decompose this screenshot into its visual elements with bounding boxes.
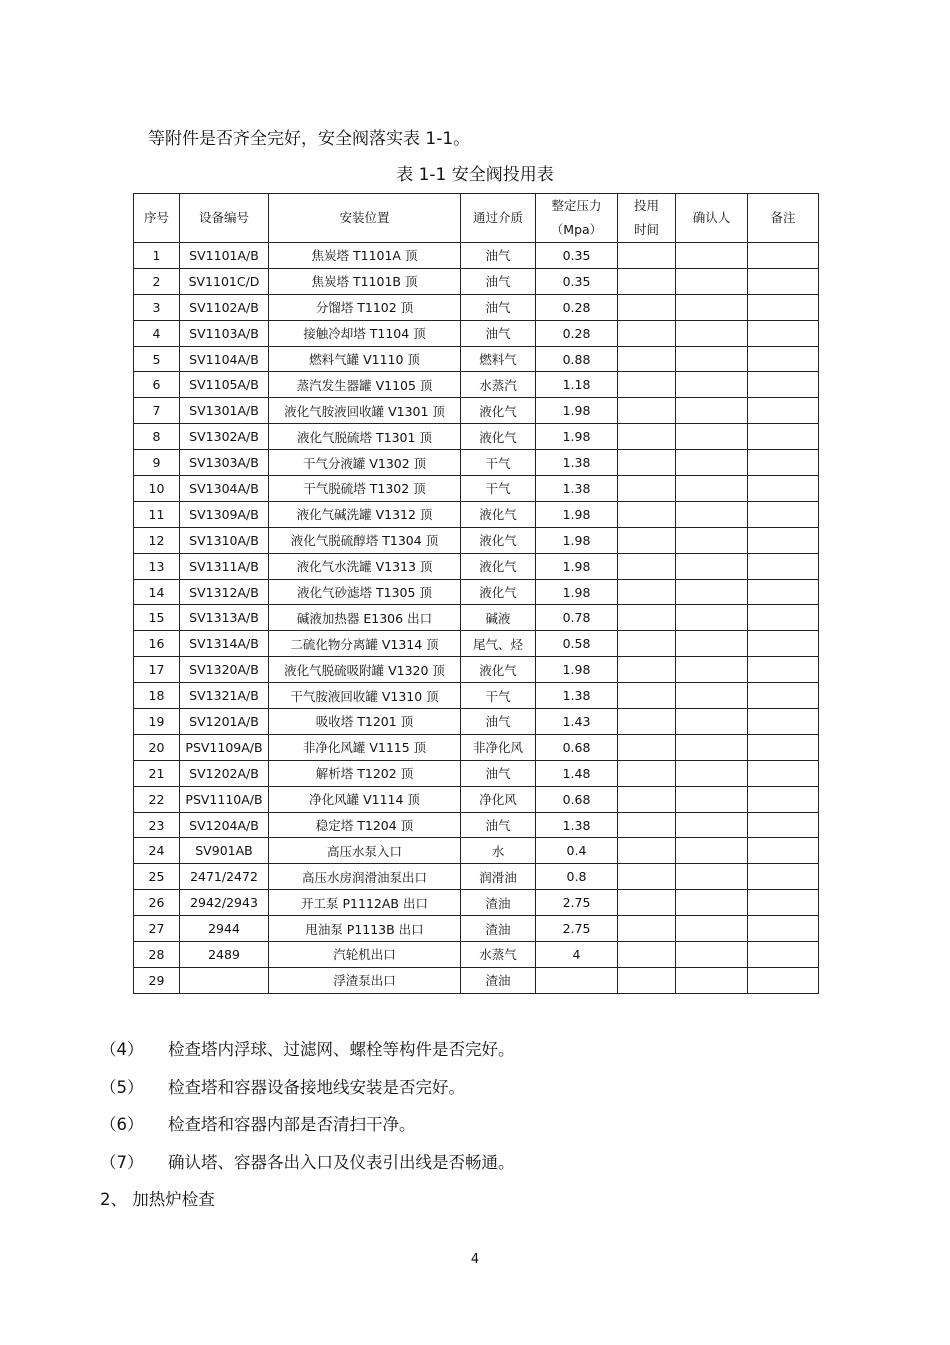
cell-index: 17: [134, 657, 180, 683]
cell-confirmer: [676, 734, 748, 760]
cell-remarks: [748, 734, 819, 760]
cell-commission-time: [618, 553, 676, 579]
cell-medium: 油气: [461, 709, 536, 735]
cell-location: 分馏塔 T1102 顶: [269, 294, 461, 320]
cell-commission-time: [618, 786, 676, 812]
cell-remarks: [748, 942, 819, 968]
cell-set-pressure: 0.78: [536, 605, 618, 631]
cell-index: 12: [134, 527, 180, 553]
cell-location: 稳定塔 T1204 顶: [269, 812, 461, 838]
table-row: [134, 294, 819, 320]
cell-commission-time: [618, 812, 676, 838]
cell-confirmer: [676, 527, 748, 553]
table-row: [134, 967, 819, 993]
table-row: [134, 372, 819, 398]
cell-equipment-no: SV1104A/B: [180, 346, 269, 372]
cell-equipment-no: PSV1109A/B: [180, 734, 269, 760]
table-header-row: [134, 194, 819, 243]
table-row: [134, 553, 819, 579]
cell-confirmer: [676, 424, 748, 450]
table-row: [134, 786, 819, 812]
cell-index: 6: [134, 372, 180, 398]
cell-location: 甩油泵 P1113B 出口: [269, 916, 461, 942]
table-row: [134, 916, 819, 942]
cell-medium: 油气: [461, 812, 536, 838]
table-row: [134, 243, 819, 269]
cell-set-pressure: 1.98: [536, 424, 618, 450]
table-row: [134, 527, 819, 553]
header-set-pressure-unit: （Mpa）: [550, 222, 603, 237]
cell-set-pressure: 1.48: [536, 760, 618, 786]
cell-remarks: [748, 631, 819, 657]
cell-confirmer: [676, 346, 748, 372]
cell-commission-time: [618, 294, 676, 320]
cell-location: 干气脱硫塔 T1302 顶: [269, 476, 461, 502]
cell-commission-time: [618, 579, 676, 605]
cell-location: 浮渣泵出口: [269, 967, 461, 993]
cell-commission-time: [618, 450, 676, 476]
cell-location: 焦炭塔 T1101A 顶: [269, 243, 461, 269]
cell-index: 9: [134, 450, 180, 476]
cell-set-pressure: 1.38: [536, 683, 618, 709]
cell-medium: 渣油: [461, 890, 536, 916]
cell-equipment-no: [180, 967, 269, 993]
cell-equipment-no: SV1311A/B: [180, 553, 269, 579]
cell-location: 净化风罐 V1114 顶: [269, 786, 461, 812]
cell-set-pressure: 1.43: [536, 709, 618, 735]
cell-equipment-no: SV1313A/B: [180, 605, 269, 631]
cell-confirmer: [676, 657, 748, 683]
cell-commission-time: [618, 268, 676, 294]
page-number: 4: [470, 1252, 480, 1267]
cell-set-pressure: 2.75: [536, 916, 618, 942]
cell-location: 开工泵 P1112AB 出口: [269, 890, 461, 916]
table-row: [134, 890, 819, 916]
cell-index: 10: [134, 476, 180, 502]
cell-remarks: [748, 294, 819, 320]
cell-confirmer: [676, 268, 748, 294]
cell-set-pressure: 2.75: [536, 890, 618, 916]
cell-confirmer: [676, 450, 748, 476]
cell-remarks: [748, 916, 819, 942]
cell-medium: 尾气、烃: [461, 631, 536, 657]
cell-confirmer: [676, 320, 748, 346]
cell-equipment-no: SV1105A/B: [180, 372, 269, 398]
cell-remarks: [748, 760, 819, 786]
safety-valve-table: [133, 193, 819, 994]
cell-set-pressure: 1.98: [536, 553, 618, 579]
cell-medium: 油气: [461, 320, 536, 346]
cell-commission-time: [618, 320, 676, 346]
cell-commission-time: [618, 398, 676, 424]
cell-medium: 水蒸汽: [461, 372, 536, 398]
cell-set-pressure: [536, 967, 618, 993]
cell-location: 蒸汽发生器罐 V1105 顶: [269, 372, 461, 398]
cell-confirmer: [676, 476, 748, 502]
table-row: [134, 631, 819, 657]
cell-index: 20: [134, 734, 180, 760]
cell-confirmer: [676, 631, 748, 657]
cell-set-pressure: 1.38: [536, 812, 618, 838]
cell-medium: 油气: [461, 243, 536, 269]
cell-commission-time: [618, 631, 676, 657]
cell-commission-time: [618, 346, 676, 372]
cell-remarks: [748, 786, 819, 812]
cell-index: 26: [134, 890, 180, 916]
cell-index: 11: [134, 501, 180, 527]
note-item: [100, 1038, 515, 1076]
cell-equipment-no: SV1312A/B: [180, 579, 269, 605]
table-row: [134, 501, 819, 527]
cell-index: 14: [134, 579, 180, 605]
cell-equipment-no: SV1314A/B: [180, 631, 269, 657]
note-item: [100, 1151, 515, 1189]
table-body: [134, 243, 819, 994]
cell-equipment-no: SV1301A/B: [180, 398, 269, 424]
table-row: [134, 838, 819, 864]
header-commission-label: 投用: [633, 198, 659, 213]
cell-location: 液化气碱洗罐 V1312 顶: [269, 501, 461, 527]
cell-set-pressure: 0.28: [536, 320, 618, 346]
header-commission-time: [618, 194, 676, 243]
cell-remarks: [748, 372, 819, 398]
cell-set-pressure: 1.98: [536, 579, 618, 605]
cell-equipment-no: PSV1110A/B: [180, 786, 269, 812]
cell-set-pressure: 1.98: [536, 398, 618, 424]
note-text: 检查塔内浮球、过滤网、螺栓等构件是否完好。: [168, 1040, 515, 1059]
cell-confirmer: [676, 683, 748, 709]
cell-index: 2: [134, 268, 180, 294]
cell-index: 24: [134, 838, 180, 864]
cell-set-pressure: 0.4: [536, 838, 618, 864]
cell-commission-time: [618, 709, 676, 735]
cell-commission-time: [618, 657, 676, 683]
cell-set-pressure: 1.98: [536, 657, 618, 683]
note-number: （5）: [100, 1077, 144, 1097]
cell-medium: 干气: [461, 450, 536, 476]
cell-medium: 水蒸气: [461, 942, 536, 968]
table-row: [134, 760, 819, 786]
note-text: 检查塔和容器内部是否清扫干净。: [168, 1115, 416, 1134]
cell-location: 高压水房润滑油泵出口: [269, 864, 461, 890]
cell-index: 16: [134, 631, 180, 657]
note-item: [100, 1076, 515, 1114]
table-row: [134, 346, 819, 372]
cell-set-pressure: 0.68: [536, 786, 618, 812]
cell-location: 吸收塔 T1201 顶: [269, 709, 461, 735]
cell-confirmer: [676, 916, 748, 942]
cell-equipment-no: SV1101C/D: [180, 268, 269, 294]
cell-commission-time: [618, 864, 676, 890]
cell-commission-time: [618, 501, 676, 527]
table-row: [134, 450, 819, 476]
cell-remarks: [748, 967, 819, 993]
note-number: （6）: [100, 1115, 144, 1134]
cell-set-pressure: 0.68: [536, 734, 618, 760]
cell-commission-time: [618, 942, 676, 968]
cell-set-pressure: 1.98: [536, 501, 618, 527]
cell-medium: 渣油: [461, 916, 536, 942]
cell-commission-time: [618, 243, 676, 269]
cell-medium: 干气: [461, 476, 536, 502]
cell-location: 干气分液罐 V1302 顶: [269, 450, 461, 476]
cell-set-pressure: 0.35: [536, 268, 618, 294]
cell-set-pressure: 0.58: [536, 631, 618, 657]
cell-location: 焦炭塔 T1101B 顶: [269, 268, 461, 294]
cell-medium: 油气: [461, 268, 536, 294]
cell-location: 二硫化物分离罐 V1314 顶: [269, 631, 461, 657]
cell-remarks: [748, 268, 819, 294]
cell-index: 4: [134, 320, 180, 346]
cell-medium: 液化气: [461, 553, 536, 579]
cell-confirmer: [676, 243, 748, 269]
cell-set-pressure: 0.35: [536, 243, 618, 269]
notes-list: [100, 1038, 515, 1226]
cell-medium: 干气: [461, 683, 536, 709]
cell-location: 液化气脱硫醇塔 T1304 顶: [269, 527, 461, 553]
cell-location: 液化气胺液回收罐 V1301 顶: [269, 398, 461, 424]
cell-medium: 液化气: [461, 579, 536, 605]
cell-commission-time: [618, 916, 676, 942]
cell-location: 液化气脱硫塔 T1301 顶: [269, 424, 461, 450]
cell-medium: 碱液: [461, 605, 536, 631]
cell-equipment-no: SV1201A/B: [180, 709, 269, 735]
cell-remarks: [748, 838, 819, 864]
cell-confirmer: [676, 398, 748, 424]
table-row: [134, 605, 819, 631]
cell-medium: 液化气: [461, 527, 536, 553]
table-row: [134, 476, 819, 502]
cell-equipment-no: 2942/2943: [180, 890, 269, 916]
cell-remarks: [748, 527, 819, 553]
section-heading: 2、 加热炉检查: [100, 1190, 215, 1209]
cell-location: 高压水泵入口: [269, 838, 461, 864]
cell-equipment-no: SV1102A/B: [180, 294, 269, 320]
cell-confirmer: [676, 890, 748, 916]
cell-equipment-no: SV1303A/B: [180, 450, 269, 476]
cell-medium: 油气: [461, 760, 536, 786]
cell-remarks: [748, 398, 819, 424]
table-row: [134, 320, 819, 346]
table-row: [134, 657, 819, 683]
cell-index: 1: [134, 243, 180, 269]
cell-equipment-no: SV1101A/B: [180, 243, 269, 269]
cell-remarks: [748, 683, 819, 709]
intro-text: 等附件是否齐全完好，安全阀落实表 1-1。: [148, 129, 471, 149]
table-caption: 表 1-1 安全阀投用表: [396, 165, 554, 185]
note-number: （4）: [100, 1040, 144, 1059]
cell-medium: 液化气: [461, 398, 536, 424]
cell-equipment-no: SV1321A/B: [180, 683, 269, 709]
cell-commission-time: [618, 424, 676, 450]
header-time-label: 时间: [633, 222, 659, 237]
cell-remarks: [748, 709, 819, 735]
cell-index: 15: [134, 605, 180, 631]
cell-remarks: [748, 553, 819, 579]
cell-confirmer: [676, 786, 748, 812]
cell-index: 7: [134, 398, 180, 424]
cell-confirmer: [676, 838, 748, 864]
cell-medium: 净化风: [461, 786, 536, 812]
header-location: 安装位置: [269, 194, 461, 243]
header-confirmer: 确认人: [676, 194, 748, 243]
cell-remarks: [748, 320, 819, 346]
cell-equipment-no: SV1320A/B: [180, 657, 269, 683]
cell-equipment-no: SV1310A/B: [180, 527, 269, 553]
cell-confirmer: [676, 709, 748, 735]
note-text: 确认塔、容器各出入口及仪表引出线是否畅通。: [168, 1152, 515, 1172]
cell-set-pressure: 4: [536, 942, 618, 968]
cell-remarks: [748, 812, 819, 838]
cell-set-pressure: 1.38: [536, 450, 618, 476]
cell-index: 28: [134, 942, 180, 968]
cell-remarks: [748, 605, 819, 631]
cell-set-pressure: 0.88: [536, 346, 618, 372]
cell-commission-time: [618, 372, 676, 398]
cell-location: 接触冷却塔 T1104 顶: [269, 320, 461, 346]
cell-equipment-no: 2471/2472: [180, 864, 269, 890]
cell-remarks: [748, 864, 819, 890]
cell-medium: 燃料气: [461, 346, 536, 372]
cell-set-pressure: 1.98: [536, 527, 618, 553]
cell-index: 18: [134, 683, 180, 709]
cell-set-pressure: 1.38: [536, 476, 618, 502]
cell-index: 22: [134, 786, 180, 812]
cell-commission-time: [618, 683, 676, 709]
cell-confirmer: [676, 864, 748, 890]
cell-equipment-no: SV1309A/B: [180, 501, 269, 527]
header-index: 序号: [134, 194, 180, 243]
cell-commission-time: [618, 734, 676, 760]
cell-location: 液化气脱硫吸附罐 V1320 顶: [269, 657, 461, 683]
cell-location: 非净化风罐 V1115 顶: [269, 734, 461, 760]
cell-commission-time: [618, 967, 676, 993]
cell-index: 29: [134, 967, 180, 993]
cell-medium: 非净化风: [461, 734, 536, 760]
table-row: [134, 268, 819, 294]
cell-location: 液化气水洗罐 V1313 顶: [269, 553, 461, 579]
cell-index: 23: [134, 812, 180, 838]
cell-location: 干气胺液回收罐 V1310 顶: [269, 683, 461, 709]
cell-equipment-no: SV1202A/B: [180, 760, 269, 786]
cell-location: 碱液加热器 E1306 出口: [269, 605, 461, 631]
note-number: （7）: [100, 1152, 144, 1172]
cell-confirmer: [676, 967, 748, 993]
header-set-pressure: [536, 194, 618, 243]
cell-equipment-no: 2489: [180, 942, 269, 968]
cell-confirmer: [676, 605, 748, 631]
cell-confirmer: [676, 372, 748, 398]
cell-remarks: [748, 243, 819, 269]
table-row: [134, 683, 819, 709]
cell-commission-time: [618, 527, 676, 553]
cell-remarks: [748, 657, 819, 683]
table-row: [134, 398, 819, 424]
cell-set-pressure: 0.8: [536, 864, 618, 890]
cell-remarks: [748, 450, 819, 476]
cell-equipment-no: SV1304A/B: [180, 476, 269, 502]
cell-equipment-no: 2944: [180, 916, 269, 942]
cell-commission-time: [618, 760, 676, 786]
cell-confirmer: [676, 760, 748, 786]
cell-commission-time: [618, 890, 676, 916]
cell-set-pressure: 1.18: [536, 372, 618, 398]
cell-remarks: [748, 890, 819, 916]
header-set-pressure-label: 整定压力: [551, 198, 602, 213]
cell-commission-time: [618, 605, 676, 631]
note-item: [100, 1113, 515, 1151]
cell-equipment-no: SV1302A/B: [180, 424, 269, 450]
cell-remarks: [748, 579, 819, 605]
cell-index: 8: [134, 424, 180, 450]
cell-remarks: [748, 501, 819, 527]
cell-index: 27: [134, 916, 180, 942]
cell-remarks: [748, 476, 819, 502]
cell-confirmer: [676, 812, 748, 838]
cell-equipment-no: SV901AB: [180, 838, 269, 864]
cell-medium: 液化气: [461, 657, 536, 683]
table-row: [134, 579, 819, 605]
cell-medium: 水: [461, 838, 536, 864]
cell-commission-time: [618, 838, 676, 864]
cell-index: 3: [134, 294, 180, 320]
cell-medium: 渣油: [461, 967, 536, 993]
table-row: [134, 709, 819, 735]
header-remarks: 备注: [748, 194, 819, 243]
cell-commission-time: [618, 476, 676, 502]
cell-confirmer: [676, 294, 748, 320]
cell-set-pressure: 0.28: [536, 294, 618, 320]
table-row: [134, 864, 819, 890]
cell-index: 25: [134, 864, 180, 890]
header-medium: 通过介质: [461, 194, 536, 243]
cell-index: 5: [134, 346, 180, 372]
cell-medium: 润滑油: [461, 864, 536, 890]
cell-index: 19: [134, 709, 180, 735]
cell-location: 汽轮机出口: [269, 942, 461, 968]
cell-equipment-no: SV1204A/B: [180, 812, 269, 838]
cell-medium: 液化气: [461, 424, 536, 450]
table-row: [134, 424, 819, 450]
cell-medium: 液化气: [461, 501, 536, 527]
cell-location: 燃料气罐 V1110 顶: [269, 346, 461, 372]
cell-remarks: [748, 346, 819, 372]
cell-index: 21: [134, 760, 180, 786]
cell-confirmer: [676, 579, 748, 605]
cell-medium: 油气: [461, 294, 536, 320]
table-row: [134, 812, 819, 838]
cell-remarks: [748, 424, 819, 450]
note-text: 检查塔和容器设备接地线安装是否完好。: [168, 1077, 465, 1097]
cell-confirmer: [676, 553, 748, 579]
cell-index: 13: [134, 553, 180, 579]
cell-location: 液化气砂滤塔 T1305 顶: [269, 579, 461, 605]
table-row: [134, 734, 819, 760]
cell-confirmer: [676, 501, 748, 527]
cell-confirmer: [676, 942, 748, 968]
table-row: [134, 942, 819, 968]
cell-location: 解析塔 T1202 顶: [269, 760, 461, 786]
cell-equipment-no: SV1103A/B: [180, 320, 269, 346]
header-equipment-no: 设备编号: [180, 194, 269, 243]
